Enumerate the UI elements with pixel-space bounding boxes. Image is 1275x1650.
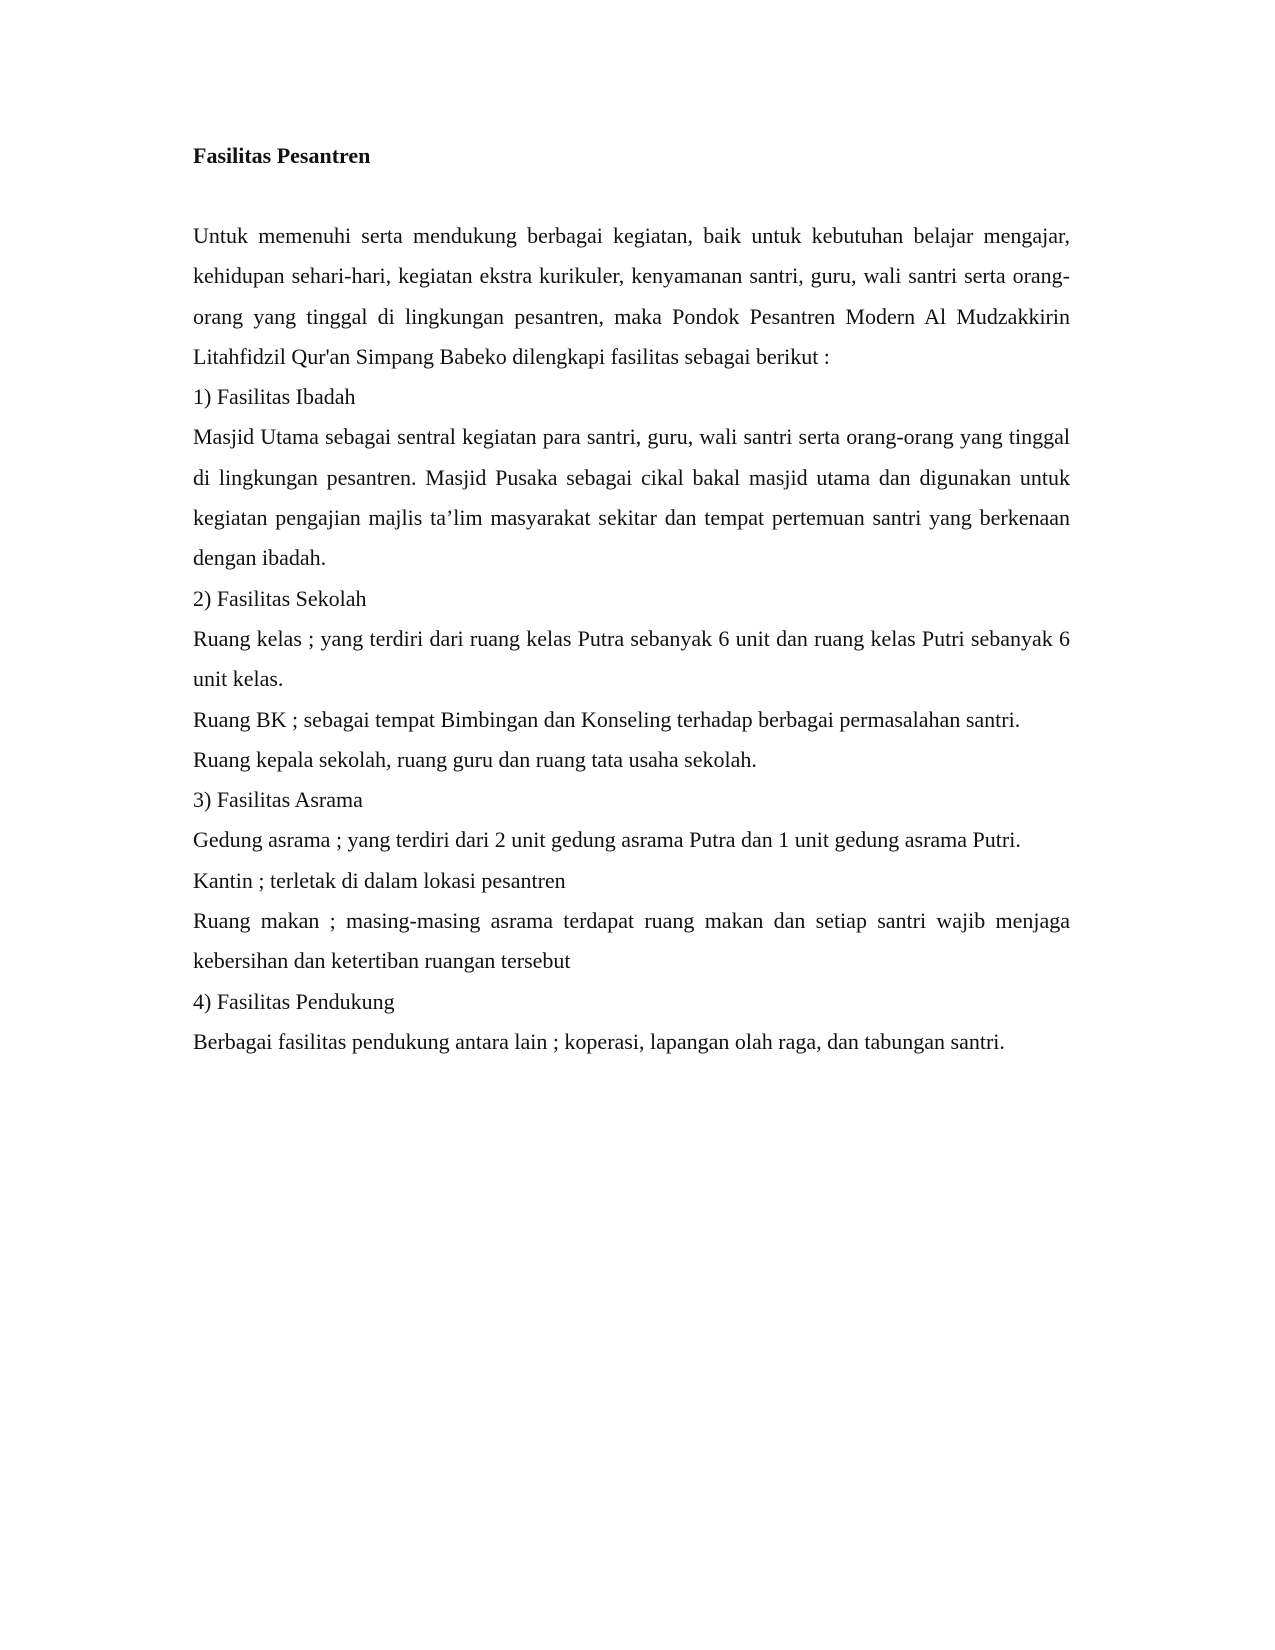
document-title: Fasilitas Pesantren bbox=[193, 143, 371, 168]
section-paragraph: Masjid Utama sebagai sentral kegiatan para santri, guru, wali santri serta orang-orang yang tinggal di lingkungan pesantren. Masjid Pusaka sebagai cikal bakal masjid utama dan digunakan untuk kegiatan pengajian majlis ta’lim masyarakat sekitar dan tempat pertemuan santri yang berkenaan dengan ibadah. bbox=[193, 424, 1070, 571]
section-paragraph: Ruang kelas ; yang terdiri dari ruang kelas Putra sebanyak 6 unit dan ruang kelas Putri sebanyak 6 unit kelas. bbox=[193, 625, 1070, 692]
section-paragraph: Ruang kepala sekolah, ruang guru dan ruang tata usaha sekolah. bbox=[193, 746, 757, 772]
section-paragraph: Ruang BK ; sebagai tempat Bimbingan dan Konseling terhadap berbagai permasalahan santri. bbox=[193, 706, 1021, 732]
section-heading: 3) Fasilitas Asrama bbox=[193, 787, 363, 813]
intro-paragraph: Untuk memenuhi serta mendukung berbagai kegiatan, baik untuk kebutuhan belajar mengajar, kehidupan sehari-hari, kegiatan ekstra kurikuler, kenyamanan santri, guru, wali santri serta orang-orang yang tinggal di lingkungan pesantren, maka Pondok Pesantren Modern Al Mudzakkirin Litahfidzil Qur'an Simpang Babeko dilengkapi fasilitas sebagai berikut : bbox=[193, 223, 1070, 369]
section-ibadah bbox=[193, 377, 1070, 578]
section-heading: 1) Fasilitas Ibadah bbox=[193, 384, 356, 410]
section-heading: 2) Fasilitas Sekolah bbox=[193, 585, 367, 611]
section-sekolah bbox=[193, 579, 1070, 780]
section-heading: 4) Fasilitas Pendukung bbox=[193, 988, 395, 1014]
section-paragraph: Gedung asrama ; yang terdiri dari 2 unit gedung asrama Putra dan 1 unit gedung asrama Putri. bbox=[193, 827, 1021, 853]
section-pendukung bbox=[193, 982, 1070, 1063]
section-paragraph: Kantin ; terletak di dalam lokasi pesantren bbox=[193, 867, 566, 893]
section-asrama bbox=[193, 780, 1070, 981]
section-paragraph: Ruang makan ; masing-masing asrama terdapat ruang makan dan setiap santri wajib menjaga kebersihan dan ketertiban ruangan tersebut bbox=[193, 908, 1070, 974]
document-body bbox=[193, 136, 1070, 1062]
section-paragraph: Berbagai fasilitas pendukung antara lain ; koperasi, lapangan olah raga, dan tabungan santri. bbox=[193, 1028, 1005, 1054]
